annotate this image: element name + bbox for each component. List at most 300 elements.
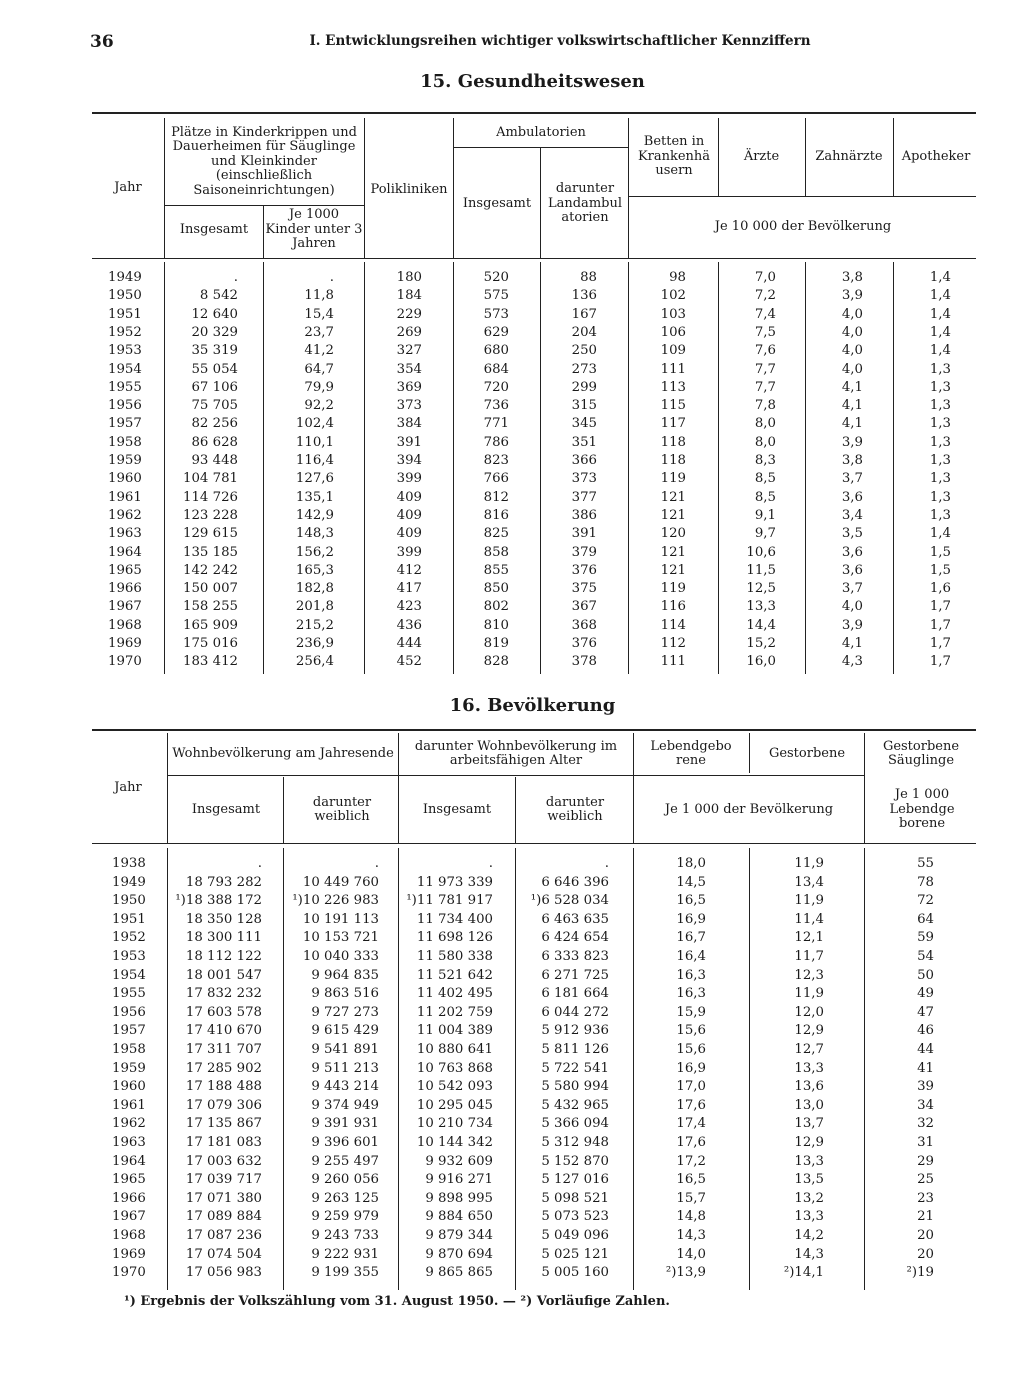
- cell-polikliniken: 423: [396, 599, 422, 615]
- cell-arbeitsfaehig-weiblich: 5 366 094: [541, 1116, 609, 1132]
- cell-amb-insgesamt: 816: [483, 507, 509, 523]
- cell-wohnbev-insgesamt: 17 089 884: [185, 1209, 262, 1225]
- cell-gestorbene: 11,7: [794, 949, 824, 964]
- cell-arbeitsfaehig-insgesamt: 11 580 338: [416, 949, 493, 964]
- cell-polikliniken: 409: [396, 507, 422, 523]
- cell-arbeitsfaehig-insgesamt: 9 865 865: [425, 1265, 493, 1281]
- cell-wohnbev-weiblich: 9 391 931: [311, 1116, 379, 1132]
- cell-amb-insgesamt: 720: [483, 379, 509, 395]
- cell-wohnbev-insgesamt: ¹)18 388 172: [175, 893, 262, 909]
- cell-wohnbev-weiblich: 9 541 891: [311, 1042, 379, 1057]
- cell-landambulatorien: 273: [571, 361, 597, 377]
- cell-betten: 111: [660, 361, 686, 377]
- cell-arbeitsfaehig-insgesamt: 9 884 650: [425, 1209, 493, 1225]
- cell-wohnbev-weiblich: 9 222 931: [311, 1246, 379, 1262]
- cell-plaetze-insgesamt: .: [233, 270, 238, 285]
- cell-plaetze-insgesamt: 82 256: [191, 416, 238, 432]
- table-row: [92, 398, 982, 416]
- cell-jahr: 1959: [112, 1060, 146, 1076]
- cell-zahnaerzte: 4,1: [841, 636, 863, 651]
- cell-gestorbene: 11,9: [794, 893, 824, 909]
- cell-wohnbev-insgesamt: .: [257, 856, 262, 871]
- table-row: [92, 636, 982, 654]
- cell-polikliniken: 399: [396, 544, 422, 560]
- table-row: [92, 856, 982, 874]
- table-row: [92, 1042, 982, 1060]
- cell-lebendgeborene: 15,6: [676, 1042, 706, 1057]
- cell-wohnbev-insgesamt: 17 056 983: [185, 1265, 262, 1281]
- cell-betten: 121: [660, 507, 686, 523]
- cell-gestorbene: 13,6: [794, 1079, 824, 1095]
- cell-jahr: 1957: [108, 416, 142, 432]
- cell-saeuglinge: 64: [917, 911, 934, 927]
- cell-gestorbene: 14,3: [794, 1246, 824, 1262]
- cell-apotheker: 1,7: [929, 599, 951, 615]
- table-row: [92, 1209, 982, 1227]
- cell-jahr: 1958: [108, 434, 142, 450]
- cell-wohnbev-insgesamt: 17 074 504: [185, 1246, 262, 1262]
- cell-landambulatorien: 88: [580, 270, 597, 285]
- cell-lebendgeborene: 14,8: [676, 1209, 706, 1225]
- wohnbev-weiblich-header: darunter weiblich: [312, 794, 372, 824]
- cell-betten: 116: [660, 599, 686, 615]
- cell-polikliniken: 180: [396, 270, 422, 285]
- cell-wohnbev-weiblich: 9 243 733: [311, 1228, 379, 1243]
- cell-zahnaerzte: 4,0: [841, 599, 863, 615]
- table-row: [92, 1172, 982, 1190]
- wohnbev-insgesamt-header: Insgesamt: [191, 801, 261, 817]
- cell-jahr: 1963: [112, 1135, 146, 1150]
- table-row: [92, 581, 982, 599]
- cell-betten: 113: [660, 379, 686, 395]
- cell-plaetze-insgesamt: 86 628: [191, 434, 238, 450]
- cell-landambulatorien: 377: [571, 489, 597, 505]
- cell-betten: 119: [660, 581, 686, 597]
- cell-amb-insgesamt: 823: [483, 453, 509, 468]
- cell-arbeitsfaehig-weiblich: 6 333 823: [541, 949, 609, 964]
- cell-landambulatorien: 376: [571, 636, 597, 651]
- cell-gestorbene: 13,7: [794, 1116, 824, 1132]
- cell-betten: 103: [660, 306, 686, 322]
- cell-saeuglinge: 50: [917, 967, 934, 983]
- cell-amb-insgesamt: 802: [483, 599, 509, 615]
- table-row: [92, 1135, 982, 1153]
- cell-saeuglinge: 20: [917, 1246, 934, 1262]
- cell-lebendgeborene: 17,0: [676, 1079, 706, 1095]
- cell-landambulatorien: 376: [571, 562, 597, 578]
- cell-jahr: 1970: [112, 1265, 146, 1281]
- cell-zahnaerzte: 3,9: [841, 288, 863, 304]
- cell-jahr: 1970: [108, 654, 142, 670]
- cell-arbeitsfaehig-weiblich: 5 811 126: [541, 1042, 609, 1057]
- cell-wohnbev-insgesamt: 17 603 578: [185, 1004, 262, 1020]
- cell-apotheker: 1,3: [929, 507, 951, 523]
- cell-jahr: 1954: [112, 967, 146, 983]
- cell-lebendgeborene: 17,4: [676, 1116, 706, 1132]
- zahnaerzte-header: Zahnärzte: [815, 148, 883, 164]
- cell-plaetze-insgesamt: 183 412: [183, 654, 238, 670]
- cell-wohnbev-weiblich: 9 727 273: [311, 1004, 379, 1020]
- cell-polikliniken: 452: [396, 654, 422, 670]
- cell-wohnbev-insgesamt: 18 001 547: [185, 967, 262, 983]
- table-row: [92, 930, 982, 948]
- cell-je1000-kinder: 23,7: [304, 324, 334, 340]
- cell-amb-insgesamt: 828: [483, 654, 509, 670]
- cell-jahr: 1964: [108, 544, 142, 560]
- cell-lebendgeborene: 17,2: [676, 1153, 706, 1169]
- table-row: [92, 1079, 982, 1097]
- cell-polikliniken: 327: [396, 343, 422, 359]
- cell-lebendgeborene: 16,7: [676, 930, 706, 946]
- cell-wohnbev-insgesamt: 17 079 306: [185, 1097, 262, 1113]
- cell-je1000-kinder: 110,1: [295, 434, 334, 450]
- cell-betten: 111: [660, 654, 686, 670]
- cell-plaetze-insgesamt: 12 640: [191, 306, 238, 322]
- cell-amb-insgesamt: 736: [483, 398, 509, 414]
- cell-arbeitsfaehig-insgesamt: 10 763 868: [416, 1060, 493, 1076]
- cell-landambulatorien: 367: [571, 599, 597, 615]
- cell-aerzte: 11,5: [746, 562, 776, 578]
- cell-apotheker: 1,3: [929, 361, 951, 377]
- cell-gestorbene: 12,0: [794, 1004, 824, 1020]
- cell-amb-insgesamt: 766: [483, 471, 509, 487]
- cell-apotheker: 1,3: [929, 453, 951, 468]
- running-header: I. Entwicklungsreihen wichtiger volkswirtschaftlicher Kennziffern: [309, 33, 811, 49]
- cell-jahr: 1964: [112, 1153, 146, 1169]
- table-row: [92, 490, 982, 508]
- cell-jahr: 1961: [112, 1097, 146, 1113]
- cell-jahr: 1966: [112, 1190, 146, 1206]
- cell-jahr: 1960: [112, 1079, 146, 1095]
- cell-zahnaerzte: 3,8: [841, 270, 863, 285]
- cell-jahr: 1955: [108, 379, 142, 395]
- cell-plaetze-insgesamt: 135 185: [183, 544, 238, 560]
- cell-landambulatorien: 368: [571, 617, 597, 633]
- cell-polikliniken: 409: [396, 526, 422, 542]
- cell-polikliniken: 394: [396, 453, 422, 468]
- cell-plaetze-insgesamt: 150 007: [183, 581, 238, 597]
- cell-jahr: 1955: [112, 986, 146, 1002]
- cell-zahnaerzte: 3,7: [841, 581, 863, 597]
- cell-apotheker: 1,4: [929, 306, 951, 322]
- cell-polikliniken: 417: [396, 581, 422, 597]
- cell-wohnbev-insgesamt: 18 793 282: [185, 874, 262, 890]
- cell-gestorbene: 12,3: [794, 967, 824, 983]
- plaetze-header: Plätze in Kinderkrippen und Dauerheimen für Säuglinge und Kleinkinder (einschließlich Saisoneinrichtungen): [171, 124, 357, 198]
- cell-wohnbev-insgesamt: 18 112 122: [185, 949, 262, 964]
- cell-lebendgeborene: 15,7: [676, 1190, 706, 1206]
- cell-polikliniken: 391: [396, 434, 422, 450]
- cell-betten: 109: [660, 343, 686, 359]
- cell-amb-insgesamt: 684: [483, 361, 509, 377]
- cell-jahr: 1959: [108, 453, 142, 468]
- cell-polikliniken: 399: [396, 471, 422, 487]
- cell-wohnbev-weiblich: 9 396 601: [311, 1135, 379, 1150]
- cell-jahr: 1950: [112, 893, 146, 909]
- arbeitsfaehig-header: darunter Wohnbevölkerung im arbeitsfähigen Alter: [414, 738, 618, 768]
- cell-saeuglinge: 44: [917, 1042, 934, 1057]
- cell-arbeitsfaehig-insgesamt: 11 202 759: [416, 1004, 493, 1020]
- cell-zahnaerzte: 3,7: [841, 471, 863, 487]
- table-row: [92, 435, 982, 453]
- cell-arbeitsfaehig-weiblich: 5 049 096: [541, 1228, 609, 1243]
- je1000-kinder-header: Je 1000 Kinder unter 3 Jahren: [265, 207, 363, 252]
- cell-gestorbene: ²)14,1: [783, 1265, 824, 1281]
- cell-arbeitsfaehig-weiblich: 5 073 523: [541, 1209, 609, 1225]
- cell-jahr: 1949: [112, 874, 146, 890]
- cell-betten: 119: [660, 471, 686, 487]
- cell-wohnbev-weiblich: 9 259 979: [311, 1209, 379, 1225]
- cell-je1000-kinder: 256,4: [295, 654, 334, 670]
- cell-aerzte: 7,7: [754, 361, 776, 377]
- cell-wohnbev-weiblich: 9 199 355: [311, 1265, 379, 1281]
- cell-plaetze-insgesamt: 104 781: [183, 471, 238, 487]
- cell-landambulatorien: 366: [571, 453, 597, 468]
- cell-jahr: 1965: [112, 1172, 146, 1188]
- cell-gestorbene: 13,0: [794, 1097, 824, 1113]
- cell-gestorbene: 13,5: [794, 1172, 824, 1188]
- cell-lebendgeborene: 18,0: [676, 856, 706, 871]
- table-row: [92, 545, 982, 563]
- cell-wohnbev-insgesamt: 17 039 717: [185, 1172, 262, 1188]
- cell-gestorbene: 12,1: [794, 930, 824, 946]
- landambulatorien-header: darunter Landambulatorien: [547, 181, 622, 226]
- cell-aerzte: 15,2: [746, 636, 776, 651]
- cell-arbeitsfaehig-insgesamt: ¹)11 781 917: [406, 893, 493, 909]
- cell-lebendgeborene: 17,6: [676, 1097, 706, 1113]
- cell-saeuglinge: 34: [917, 1097, 934, 1113]
- table-row: [92, 1265, 982, 1283]
- cell-aerzte: 7,6: [754, 343, 776, 359]
- cell-zahnaerzte: 3,5: [841, 526, 863, 542]
- cell-arbeitsfaehig-insgesamt: 10 144 342: [416, 1135, 493, 1150]
- table-row: [92, 968, 982, 986]
- table-row: [92, 508, 982, 526]
- cell-jahr: 1966: [108, 581, 142, 597]
- cell-plaetze-insgesamt: 165 909: [183, 617, 238, 633]
- cell-jahr: 1963: [108, 526, 142, 542]
- cell-wohnbev-insgesamt: 17 003 632: [185, 1153, 262, 1169]
- cell-jahr: 1969: [112, 1246, 146, 1262]
- cell-landambulatorien: 315: [571, 398, 597, 414]
- cell-jahr: 1954: [108, 361, 142, 377]
- cell-gestorbene: 12,9: [794, 1135, 824, 1150]
- je1000-leb-header: Je 1 000 Lebendgeborene: [889, 787, 955, 832]
- cell-jahr: 1952: [108, 324, 142, 340]
- cell-saeuglinge: 25: [917, 1172, 934, 1188]
- cell-lebendgeborene: 16,3: [676, 967, 706, 983]
- cell-je1000-kinder: 156,2: [295, 544, 334, 560]
- cell-amb-insgesamt: 786: [483, 434, 509, 450]
- cell-jahr: 1965: [108, 562, 142, 578]
- cell-landambulatorien: 373: [571, 471, 597, 487]
- cell-landambulatorien: 375: [571, 581, 597, 597]
- amb-insgesamt-header: Insgesamt: [462, 195, 532, 211]
- cell-jahr: 1950: [108, 288, 142, 304]
- cell-lebendgeborene: 16,9: [676, 911, 706, 927]
- cell-aerzte: 16,0: [746, 654, 776, 670]
- cell-betten: 121: [660, 544, 686, 560]
- cell-arbeitsfaehig-weiblich: 6 181 664: [541, 986, 609, 1002]
- aerzte-header: Ärzte: [743, 148, 780, 164]
- cell-polikliniken: 412: [396, 562, 422, 578]
- cell-arbeitsfaehig-weiblich: 5 722 541: [541, 1060, 609, 1076]
- table-row: [92, 343, 982, 361]
- cell-saeuglinge: 46: [917, 1023, 934, 1039]
- cell-aerzte: 10,6: [746, 544, 776, 560]
- cell-amb-insgesamt: 629: [483, 324, 509, 340]
- cell-lebendgeborene: 15,6: [676, 1023, 706, 1039]
- cell-apotheker: 1,4: [929, 324, 951, 340]
- cell-plaetze-insgesamt: 158 255: [183, 599, 238, 615]
- cell-saeuglinge: 47: [917, 1004, 934, 1020]
- cell-wohnbev-weiblich: 9 260 056: [311, 1172, 379, 1188]
- cell-arbeitsfaehig-weiblich: 6 463 635: [541, 911, 609, 927]
- cell-je1000-kinder: 102,4: [295, 416, 334, 432]
- cell-zahnaerzte: 4,1: [841, 398, 863, 414]
- cell-je1000-kinder: .: [329, 270, 334, 285]
- cell-wohnbev-weiblich: 9 511 213: [311, 1060, 379, 1076]
- cell-plaetze-insgesamt: 123 228: [183, 507, 238, 523]
- footnote: ¹) Ergebnis der Volkszählung vom 31. August 1950. — ²) Vorläufige Zahlen.: [124, 1294, 670, 1309]
- cell-polikliniken: 184: [396, 288, 422, 304]
- cell-jahr: 1953: [112, 949, 146, 964]
- cell-aerzte: 13,3: [746, 599, 776, 615]
- table-row: [92, 325, 982, 343]
- cell-jahr: 1951: [112, 911, 146, 927]
- cell-polikliniken: 369: [396, 379, 422, 395]
- cell-zahnaerzte: 3,6: [841, 562, 863, 578]
- cell-betten: 114: [660, 617, 686, 633]
- table-row: [92, 1228, 982, 1246]
- table-row: [92, 949, 982, 967]
- table-row: [92, 875, 982, 893]
- cell-arbeitsfaehig-insgesamt: 11 973 339: [416, 874, 493, 890]
- cell-jahr: 1957: [112, 1023, 146, 1039]
- table-row: [92, 526, 982, 544]
- cell-amb-insgesamt: 771: [483, 416, 509, 432]
- cell-je1000-kinder: 127,6: [295, 471, 334, 487]
- cell-betten: 115: [660, 398, 686, 414]
- cell-wohnbev-weiblich: 9 443 214: [311, 1079, 379, 1095]
- cell-plaetze-insgesamt: 175 016: [183, 636, 238, 651]
- cell-arbeitsfaehig-insgesamt: 11 521 642: [416, 967, 493, 983]
- cell-saeuglinge: 32: [917, 1116, 934, 1132]
- cell-amb-insgesamt: 825: [483, 526, 509, 542]
- cell-wohnbev-weiblich: 9 374 949: [311, 1097, 379, 1113]
- cell-wohnbev-insgesamt: 17 087 236: [185, 1228, 262, 1243]
- cell-arbeitsfaehig-insgesamt: 11 004 389: [416, 1023, 493, 1039]
- cell-gestorbene: 13,4: [794, 874, 824, 890]
- jahr-header-16: Jahr: [114, 779, 142, 795]
- wohnbev-header: Wohnbevölkerung am Jahresende: [172, 745, 394, 761]
- table-row: [92, 1005, 982, 1023]
- table-row: [92, 1023, 982, 1041]
- cell-arbeitsfaehig-weiblich: 6 044 272: [541, 1004, 609, 1020]
- cell-wohnbev-insgesamt: 17 285 902: [185, 1060, 262, 1076]
- cell-je1000-kinder: 92,2: [304, 398, 334, 414]
- cell-jahr: 1962: [112, 1116, 146, 1132]
- cell-plaetze-insgesamt: 129 615: [183, 526, 238, 542]
- cell-landambulatorien: 379: [571, 544, 597, 560]
- cell-aerzte: 12,5: [746, 581, 776, 597]
- cell-saeuglinge: 55: [917, 856, 934, 871]
- cell-wohnbev-weiblich: 10 449 760: [302, 874, 379, 890]
- cell-wohnbev-weiblich: ¹)10 226 983: [292, 893, 379, 909]
- cell-arbeitsfaehig-insgesamt: 10 295 045: [416, 1097, 493, 1113]
- cell-jahr: 1949: [108, 270, 142, 285]
- cell-zahnaerzte: 3,9: [841, 434, 863, 450]
- cell-landambulatorien: 351: [571, 434, 597, 450]
- cell-je1000-kinder: 142,9: [295, 507, 334, 523]
- cell-arbeitsfaehig-insgesamt: 10 880 641: [416, 1042, 493, 1057]
- cell-apotheker: 1,6: [929, 581, 951, 597]
- cell-landambulatorien: 167: [571, 306, 597, 322]
- jahr-header: Jahr: [114, 179, 142, 195]
- cell-je1000-kinder: 41,2: [304, 343, 334, 359]
- cell-amb-insgesamt: 810: [483, 617, 509, 633]
- cell-aerzte: 7,2: [754, 288, 776, 304]
- je1000-bev-header: Je 1 000 der Bevölkerung: [664, 801, 834, 817]
- cell-je1000-kinder: 64,7: [304, 361, 334, 377]
- cell-amb-insgesamt: 855: [483, 562, 509, 578]
- cell-saeuglinge: 39: [917, 1079, 934, 1095]
- cell-wohnbev-insgesamt: 17 135 867: [185, 1116, 262, 1132]
- cell-lebendgeborene: 16,4: [676, 949, 706, 964]
- cell-je1000-kinder: 15,4: [304, 306, 334, 322]
- cell-amb-insgesamt: 850: [483, 581, 509, 597]
- cell-lebendgeborene: 14,5: [676, 874, 706, 890]
- table-row: [92, 893, 982, 911]
- table-row: [92, 986, 982, 1004]
- cell-betten: 102: [660, 288, 686, 304]
- cell-plaetze-insgesamt: 114 726: [183, 489, 238, 505]
- cell-je1000-kinder: 201,8: [295, 599, 334, 615]
- cell-aerzte: 14,4: [746, 617, 776, 633]
- cell-lebendgeborene: 16,3: [676, 986, 706, 1002]
- cell-arbeitsfaehig-weiblich: 5 127 016: [541, 1172, 609, 1188]
- cell-arbeitsfaehig-weiblich: 6 424 654: [541, 930, 609, 946]
- plaetze-insgesamt-header: Insgesamt: [179, 221, 249, 237]
- cell-amb-insgesamt: 812: [483, 489, 509, 505]
- table-row: [92, 1098, 982, 1116]
- arbeitsfaehig-weiblich-header: darunter weiblich: [545, 794, 605, 824]
- cell-aerzte: 7,8: [754, 398, 776, 414]
- cell-aerzte: 7,7: [754, 379, 776, 395]
- cell-plaetze-insgesamt: 142 242: [183, 562, 238, 578]
- cell-gestorbene: 12,9: [794, 1023, 824, 1039]
- cell-betten: 120: [660, 526, 686, 542]
- table-row: [92, 599, 982, 617]
- cell-apotheker: 1,3: [929, 489, 951, 505]
- cell-jahr: 1953: [108, 343, 142, 359]
- cell-je1000-kinder: 148,3: [295, 526, 334, 542]
- page-number: 36: [90, 32, 114, 52]
- cell-jahr: 1968: [112, 1228, 146, 1243]
- cell-amb-insgesamt: 819: [483, 636, 509, 651]
- cell-plaetze-insgesamt: 93 448: [191, 453, 238, 468]
- cell-aerzte: 7,0: [754, 270, 776, 285]
- cell-plaetze-insgesamt: 35 319: [191, 343, 238, 359]
- cell-zahnaerzte: 3,6: [841, 489, 863, 505]
- cell-lebendgeborene: 16,5: [676, 893, 706, 909]
- cell-aerzte: 8,0: [754, 416, 776, 432]
- cell-amb-insgesamt: 858: [483, 544, 509, 560]
- cell-zahnaerzte: 3,9: [841, 617, 863, 633]
- cell-wohnbev-weiblich: 10 040 333: [302, 949, 379, 964]
- cell-jahr: 1967: [108, 599, 142, 615]
- cell-betten: 118: [660, 453, 686, 468]
